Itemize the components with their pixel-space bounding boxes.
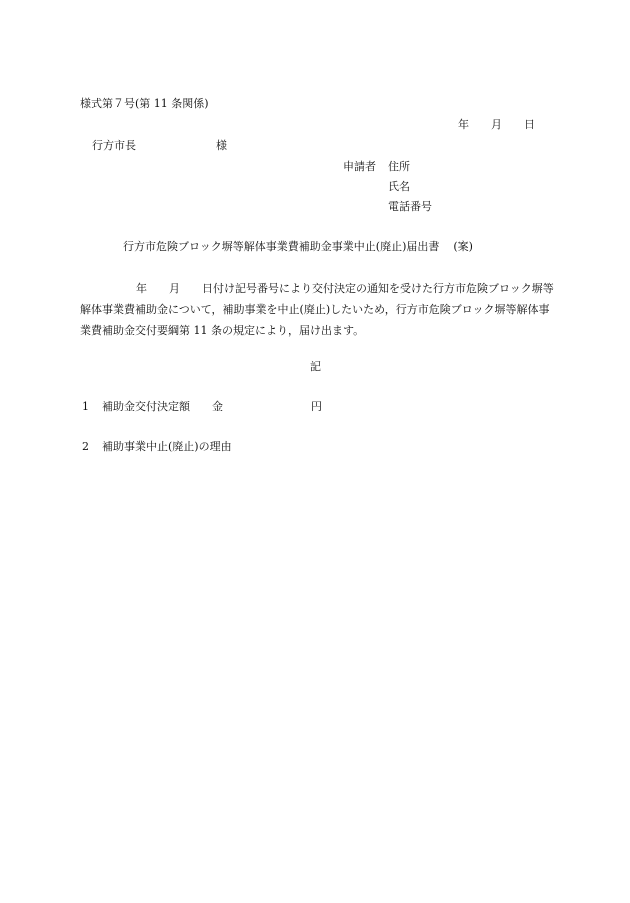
item-number: 1: [82, 400, 89, 413]
body-paragraph: [80, 278, 555, 341]
ki-heading: 記: [310, 360, 321, 373]
date-month-label: 月: [491, 118, 502, 131]
applicant-label: 申請者: [343, 160, 376, 173]
date-year-label: 年: [458, 118, 469, 131]
addressee-name: 行方市長: [92, 139, 136, 152]
date-day-label: 日: [524, 118, 535, 131]
document-title-text: 行方市危険ブロック塀等解体事業費補助金事業中止(廃止)届出書: [123, 240, 440, 253]
applicant-phone-label: 電話番号: [388, 200, 432, 213]
addressee-honorific: 様: [216, 139, 227, 152]
addressee: [92, 139, 227, 153]
item-number: 2: [82, 440, 89, 453]
applicant-name-label: 氏名: [388, 180, 410, 193]
item-grant-amount: [82, 400, 322, 414]
amount-prefix: 金: [212, 400, 223, 413]
document-title: [123, 240, 473, 254]
body-month-label: 月: [169, 282, 180, 295]
body-text: 日付け記号番号により交付決定の通知を受けた行方市危険ブロック塀等解体事業費補助金について，補助事業を中止(廃止)したいため，行方市危険ブロック塀等解体事業費補助金交付要綱第 11 条の規定により，届け出ます。: [80, 282, 554, 337]
body-year-label: 年: [136, 282, 147, 295]
item-label: 補助事業中止(廃止)の理由: [102, 440, 232, 453]
item-cancellation-reason: [82, 440, 232, 454]
applicant-address-label: 住所: [388, 160, 410, 173]
draft-mark: (案): [453, 240, 473, 253]
amount-suffix: 円: [311, 400, 322, 413]
form-number: 様式第７号(第 11 条関係): [80, 97, 209, 110]
item-label: 補助金交付決定額: [102, 400, 190, 413]
date-line: [458, 118, 535, 132]
